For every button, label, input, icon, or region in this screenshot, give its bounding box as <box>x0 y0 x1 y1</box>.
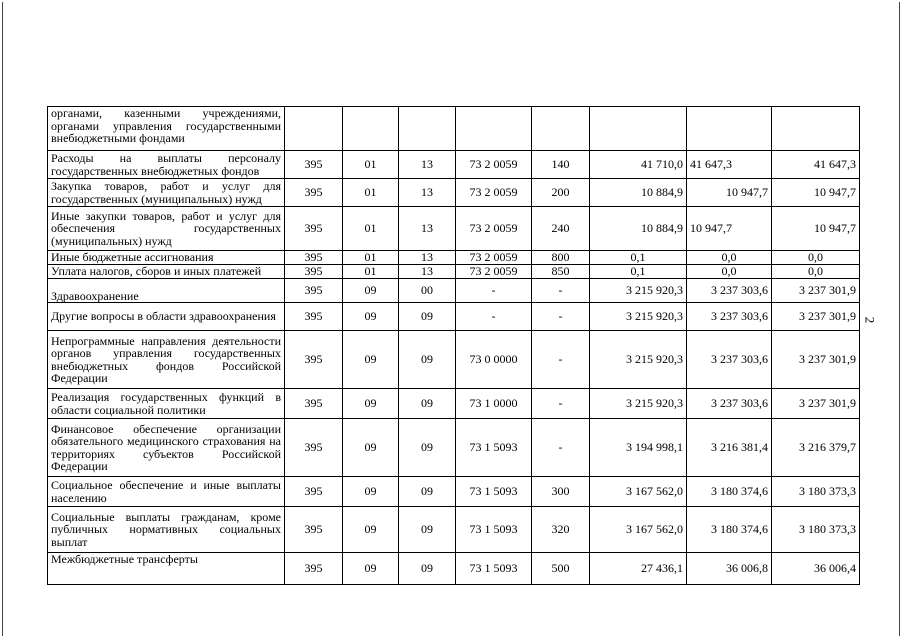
cell-rz: 01 <box>343 151 399 179</box>
cell-rz: 09 <box>343 331 399 389</box>
cell-rz: 09 <box>343 419 399 477</box>
cell-sum-3: 36 006,4 <box>772 553 860 585</box>
cell-vr: 500 <box>532 553 590 585</box>
cell-ved: 395 <box>285 389 343 419</box>
cell-rz: 09 <box>343 553 399 585</box>
cell-sum-3: 3 237 301,9 <box>772 303 860 331</box>
cell-vr: - <box>532 331 590 389</box>
cell-sum-3 <box>772 107 860 151</box>
page-number: 2 <box>862 316 878 324</box>
cell-csr: 73 1 5093 <box>456 477 532 507</box>
cell-sum-1: 3 194 998,1 <box>590 419 687 477</box>
cell-ved: 395 <box>285 331 343 389</box>
table-row <box>48 507 860 553</box>
cell-sum-1: 3 215 920,3 <box>590 331 687 389</box>
cell-ved: 395 <box>285 179 343 207</box>
row-name: Финансовое обеспечение организации обязательного медицинского страхования на территориях субъектов Российской Федерации <box>48 419 285 477</box>
cell-ved: 395 <box>285 303 343 331</box>
cell-csr: 73 1 5093 <box>456 553 532 585</box>
table-row <box>48 251 860 265</box>
cell-csr: - <box>456 279 532 303</box>
row-name: Реализация государственных функций в области социальной политики <box>48 389 285 419</box>
cell-rz: 09 <box>343 279 399 303</box>
cell-vr: - <box>532 419 590 477</box>
table-row <box>48 151 860 179</box>
row-name: органами, казенными учреждениями, органами управления государственными внебюджетными фондами <box>48 107 285 151</box>
cell-ved: 395 <box>285 553 343 585</box>
cell-vr: 850 <box>532 265 590 279</box>
cell-vr: 800 <box>532 251 590 265</box>
cell-csr: 73 0 0000 <box>456 331 532 389</box>
row-name: Социальные выплаты гражданам, кроме публичных нормативных социальных выплат <box>48 507 285 553</box>
cell-pr: 09 <box>399 389 456 419</box>
cell-pr: 09 <box>399 507 456 553</box>
cell-sum-1: 41 710,0 <box>590 151 687 179</box>
cell-sum-2: 0,0 <box>687 251 772 265</box>
cell-vr: - <box>532 279 590 303</box>
cell-ved: 395 <box>285 265 343 279</box>
cell-csr: 73 1 5093 <box>456 507 532 553</box>
row-name: Расходы на выплаты персоналу государственных внебюджетных фондов <box>48 151 285 179</box>
cell-pr: 13 <box>399 265 456 279</box>
cell-sum-2: 3 237 303,6 <box>687 389 772 419</box>
table-row <box>48 279 860 303</box>
cell-sum-3: 3 237 301,9 <box>772 279 860 303</box>
cell-sum-3: 41 647,3 <box>772 151 860 179</box>
cell-pr: 13 <box>399 207 456 251</box>
cell-sum-2: 3 237 303,6 <box>687 303 772 331</box>
cell-rz: 09 <box>343 477 399 507</box>
cell-csr: 73 1 5093 <box>456 419 532 477</box>
cell-sum-2: 3 216 381,4 <box>687 419 772 477</box>
cell-pr: 09 <box>399 477 456 507</box>
cell-sum-3: 3 237 301,9 <box>772 389 860 419</box>
row-name: Иные закупки товаров, работ и услуг для обеспечения государственных (муниципальных) нужд <box>48 207 285 251</box>
cell-vr: 320 <box>532 507 590 553</box>
table-row <box>48 207 860 251</box>
cell-sum-2: 3 237 303,6 <box>687 279 772 303</box>
cell-csr: 73 2 0059 <box>456 265 532 279</box>
table-row <box>48 265 860 279</box>
cell-pr: 13 <box>399 151 456 179</box>
cell-sum-3: 0,0 <box>772 265 860 279</box>
table-row <box>48 553 860 585</box>
cell-vr: 140 <box>532 151 590 179</box>
row-name: Непрограммные направления деятельности органов управления государственных внебюджетных фондов Российской Федерации <box>48 331 285 389</box>
cell-rz: 09 <box>343 507 399 553</box>
cell-pr: 09 <box>399 331 456 389</box>
cell-sum-1: 3 167 562,0 <box>590 477 687 507</box>
cell-vr: 200 <box>532 179 590 207</box>
table-row <box>48 107 860 151</box>
cell-ved: 395 <box>285 151 343 179</box>
budget-table <box>47 106 860 585</box>
table-row <box>48 477 860 507</box>
cell-rz: 01 <box>343 179 399 207</box>
row-name: Социальное обеспечение и иные выплаты населению <box>48 477 285 507</box>
cell-sum-2: 3 237 303,6 <box>687 331 772 389</box>
cell-sum-1: 3 215 920,3 <box>590 303 687 331</box>
cell-csr: 73 2 0059 <box>456 151 532 179</box>
row-name: Закупка товаров, работ и услуг для государственных (муниципальных) нужд <box>48 179 285 207</box>
cell-vr: 240 <box>532 207 590 251</box>
cell-pr: 00 <box>399 279 456 303</box>
cell-rz: 09 <box>343 303 399 331</box>
cell-sum-2: 0,0 <box>687 265 772 279</box>
row-name: Здравоохранение <box>48 279 285 303</box>
cell-sum-1: 3 167 562,0 <box>590 507 687 553</box>
cell-csr <box>456 107 532 151</box>
cell-sum-2 <box>687 107 772 151</box>
cell-sum-3: 3 180 373,3 <box>772 477 860 507</box>
cell-sum-2: 3 180 374,6 <box>687 507 772 553</box>
cell-sum-2: 41 647,3 <box>687 151 772 179</box>
cell-csr: - <box>456 303 532 331</box>
table-row <box>48 419 860 477</box>
cell-ved: 395 <box>285 207 343 251</box>
cell-pr: 13 <box>399 179 456 207</box>
row-name: Уплата налогов, сборов и иных платежей <box>48 265 285 279</box>
cell-rz: 09 <box>343 389 399 419</box>
cell-sum-1 <box>590 107 687 151</box>
cell-vr: - <box>532 389 590 419</box>
cell-sum-1: 0,1 <box>590 251 687 265</box>
cell-ved: 395 <box>285 251 343 265</box>
cell-ved: 395 <box>285 477 343 507</box>
cell-csr: 73 2 0059 <box>456 179 532 207</box>
cell-sum-2: 3 180 374,6 <box>687 477 772 507</box>
cell-sum-1: 3 215 920,3 <box>590 389 687 419</box>
cell-sum-1: 27 436,1 <box>590 553 687 585</box>
cell-ved <box>285 107 343 151</box>
cell-pr: 09 <box>399 419 456 477</box>
cell-pr: 09 <box>399 553 456 585</box>
cell-ved: 395 <box>285 419 343 477</box>
table-row <box>48 179 860 207</box>
table-row <box>48 303 860 331</box>
cell-sum-2: 10 947,7 <box>687 207 772 251</box>
row-name: Другие вопросы в области здравоохранения <box>48 303 285 331</box>
cell-pr: 09 <box>399 303 456 331</box>
cell-ved: 395 <box>285 279 343 303</box>
cell-sum-2: 36 006,8 <box>687 553 772 585</box>
cell-sum-1: 3 215 920,3 <box>590 279 687 303</box>
cell-rz: 01 <box>343 207 399 251</box>
cell-pr <box>399 107 456 151</box>
cell-sum-2: 10 947,7 <box>687 179 772 207</box>
cell-vr: 300 <box>532 477 590 507</box>
cell-vr: - <box>532 303 590 331</box>
cell-csr: 73 2 0059 <box>456 207 532 251</box>
cell-rz: 01 <box>343 251 399 265</box>
cell-sum-1: 10 884,9 <box>590 179 687 207</box>
cell-rz: 01 <box>343 265 399 279</box>
cell-sum-3: 3 216 379,7 <box>772 419 860 477</box>
cell-csr: 73 2 0059 <box>456 251 532 265</box>
cell-sum-3: 3 180 373,3 <box>772 507 860 553</box>
cell-sum-1: 0,1 <box>590 265 687 279</box>
cell-rz <box>343 107 399 151</box>
row-name: Иные бюджетные ассигнования <box>48 251 285 265</box>
cell-sum-1: 10 884,9 <box>590 207 687 251</box>
cell-ved: 395 <box>285 507 343 553</box>
cell-csr: 73 1 0000 <box>456 389 532 419</box>
cell-sum-3: 10 947,7 <box>772 179 860 207</box>
cell-sum-3: 3 237 301,9 <box>772 331 860 389</box>
table-row <box>48 389 860 419</box>
cell-vr <box>532 107 590 151</box>
cell-sum-3: 10 947,7 <box>772 207 860 251</box>
cell-sum-3: 0,0 <box>772 251 860 265</box>
table-row <box>48 331 860 389</box>
row-name: Межбюджетные трансферты <box>48 553 285 585</box>
cell-pr: 13 <box>399 251 456 265</box>
